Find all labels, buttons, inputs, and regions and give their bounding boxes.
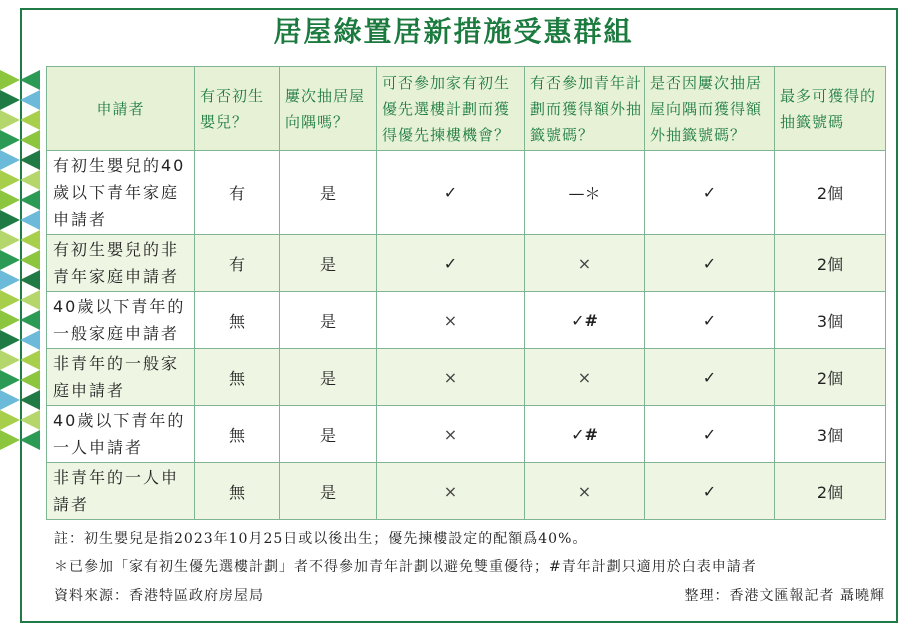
- header-row: [47, 67, 886, 151]
- baby-cell: 無: [195, 406, 280, 463]
- applicant-group: 非青年的一人申請者: [47, 463, 195, 520]
- note-birth-definition: 註：初生嬰兒是指2023年10月25日或以後出生；優先揀樓設定的配額爲40%。: [54, 531, 588, 547]
- youth-cell: ×: [525, 463, 645, 520]
- max-cell: 2個: [775, 151, 886, 235]
- priority-cell: ×: [377, 292, 525, 349]
- header-failed: 屢次抽居屋向隅嗎？: [280, 67, 377, 151]
- header-applicant: 申請者: [47, 67, 195, 151]
- baby-cell: 有: [195, 151, 280, 235]
- priority-cell: ✓: [377, 151, 525, 235]
- failed-cell: 是: [280, 406, 377, 463]
- extra-cell: ✓: [645, 463, 775, 520]
- youth-cell: ×: [525, 349, 645, 406]
- table-row: [47, 151, 886, 235]
- page-title: 居屋綠置居新措施受惠群組: [273, 15, 634, 48]
- baby-cell: 無: [195, 292, 280, 349]
- max-cell: 2個: [775, 235, 886, 292]
- youth-cell: ✓#: [525, 406, 645, 463]
- header-extra: 是否因屢次抽居屋向隅而獲得額外抽籤號碼？: [645, 67, 775, 151]
- note-scheme-restriction: ＊已參加「家有初生優先選樓計劃」者不得參加青年計劃以避免雙重優待；#青年計劃只適用於白表申請者: [54, 559, 757, 575]
- extra-cell: ✓: [645, 349, 775, 406]
- header-youth: 有否參加青年計劃而獲得額外抽籤號碼？: [525, 67, 645, 151]
- max-cell: 3個: [775, 406, 886, 463]
- table-row: [47, 349, 886, 406]
- youth-cell: —＊: [525, 151, 645, 235]
- baby-cell: 有: [195, 235, 280, 292]
- triangle-strip-icon: [0, 70, 40, 470]
- applicant-group: 有初生嬰兒的40歲以下青年家庭申請者: [47, 151, 195, 235]
- max-cell: 3個: [775, 292, 886, 349]
- youth-cell: ×: [525, 235, 645, 292]
- failed-cell: 是: [280, 292, 377, 349]
- header-baby: 有否初生嬰兒？: [195, 67, 280, 151]
- source-text: 資料來源：香港特區政府房屋局: [54, 588, 264, 604]
- table-row: [47, 292, 886, 349]
- youth-cell: ✓#: [525, 292, 645, 349]
- failed-cell: 是: [280, 349, 377, 406]
- failed-cell: 是: [280, 151, 377, 235]
- failed-cell: 是: [280, 235, 377, 292]
- applicant-group: 有初生嬰兒的非青年家庭申請者: [47, 235, 195, 292]
- table-row: [47, 463, 886, 520]
- applicant-group: 40歲以下青年的一人申請者: [47, 406, 195, 463]
- priority-cell: ×: [377, 349, 525, 406]
- baby-cell: 無: [195, 463, 280, 520]
- extra-cell: ✓: [645, 292, 775, 349]
- table-row: [47, 235, 886, 292]
- header-max: 最多可獲得的抽籤號碼: [775, 67, 886, 151]
- max-cell: 2個: [775, 463, 886, 520]
- credit-text: 整理：香港文匯報記者 聶曉輝: [684, 588, 885, 604]
- extra-cell: ✓: [645, 406, 775, 463]
- applicant-group: 非青年的一般家庭申請者: [47, 349, 195, 406]
- extra-cell: ✓: [645, 151, 775, 235]
- priority-cell: ×: [377, 463, 525, 520]
- priority-cell: ✓: [377, 235, 525, 292]
- eligibility-table: [46, 66, 886, 520]
- failed-cell: 是: [280, 463, 377, 520]
- priority-cell: ×: [377, 406, 525, 463]
- table-row: [47, 406, 886, 463]
- extra-cell: ✓: [645, 235, 775, 292]
- header-priority: 可否參加家有初生優先選樓計劃而獲得優先揀樓機會？: [377, 67, 525, 151]
- max-cell: 2個: [775, 349, 886, 406]
- applicant-group: 40歲以下青年的一般家庭申請者: [47, 292, 195, 349]
- baby-cell: 無: [195, 349, 280, 406]
